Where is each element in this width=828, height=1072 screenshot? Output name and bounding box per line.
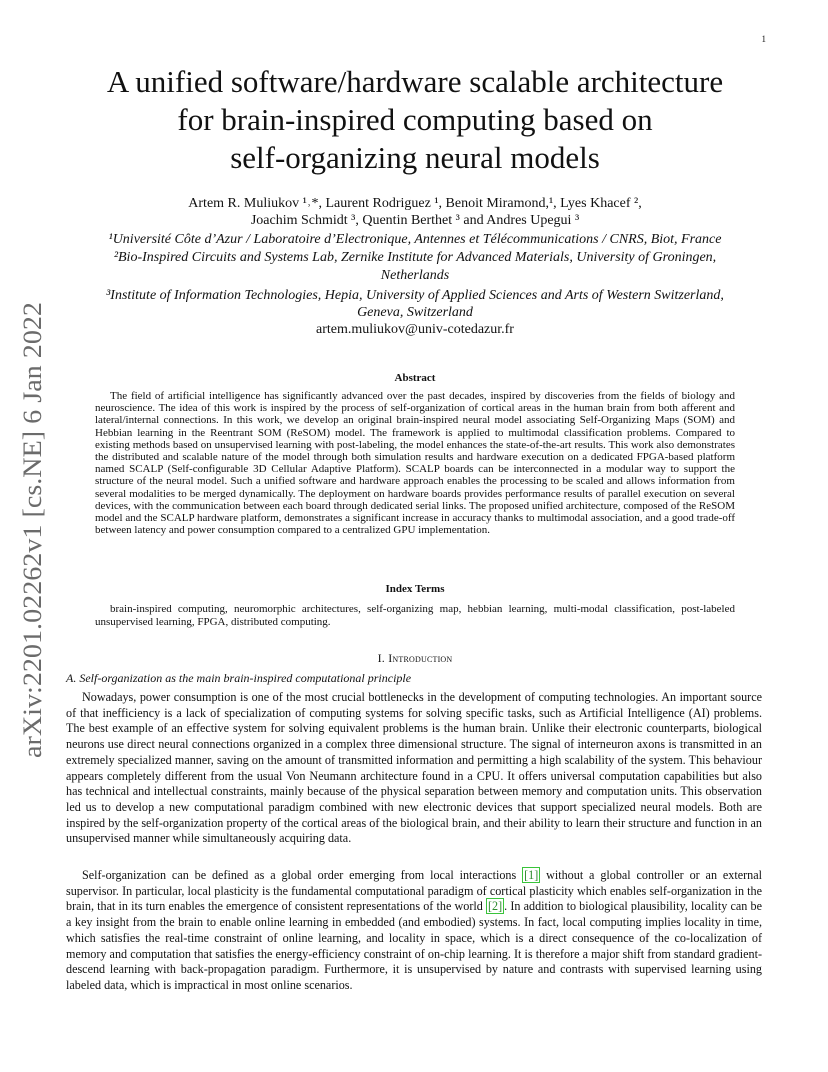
index-terms-text: brain-inspired computing, neuromorphic architectures, self-organizing map, hebbian learning, multi-modal classification, post-labeled unsupervised learning, FPGA, distributed computing. xyxy=(95,603,735,628)
section-title: Introduction xyxy=(388,651,453,665)
index-terms-heading: Index Terms xyxy=(385,583,445,595)
contact-email: artem.muliukov@univ-cotedazur.fr xyxy=(316,322,514,337)
paper-title xyxy=(60,63,770,177)
abstract-text: The field of artificial intelligence has significantly advanced over the past decades, inspired by discoveries from the fields of biology and neuroscience. The idea of this work is inspired by the process of self-organization of cortical areas in the human brain from both afferent and lateral/internal connections. In this work, we develop an original brain-inspired neural model associating Self-Organizing Maps (SOM) and Hebbian learning in the Reentrant SOM (ReSOM) model. The framework is applied to multimodal classification problems. Compared to existing methods based on unsupervised learning with post-labeling, the model enhances the state-of-the-art results. This work also demonstrates the distributed and scalable nature of the model through both simulation results and hardware execution on a dedicated FPGA-based platform named SCALP (Self-configurable 3D Cellular Adaptive Platform). SCALP boards can be interconnected in a modular way to support the structure of the neural model. Such a unified software and hardware approach enables the processing to be scaled and allows information from several modalities to be merged dynamically. The deployment on hardware boards provides performance results of parallel execution on several devices, with the communication between each board through dedicated serial links. The proposed unified architecture, composed of the ReSOM model and the SCALP hardware platform, demonstrates a significant increase in accuracy thanks to multimodal association, and a good trade-off between latency and power consumption compared to a centralized GPU implementation. xyxy=(95,390,735,537)
affiliation-1: ¹Université Côte d’Azur / Laboratoire d’Electronique, Antennes et Télécommunications / CNRS, Biot, France xyxy=(108,232,722,247)
title-line-3: self-organizing neural models xyxy=(230,140,600,175)
affiliation-2-cont: Netherlands xyxy=(380,268,450,283)
affiliation-2: ²Bio-Inspired Circuits and Systems Lab, Zernike Institute for Advanced Materials, University of Groningen, xyxy=(113,250,717,265)
authors-line-2: Joachim Schmidt ³, Quentin Berthet ³ and Andres Upegui ³ xyxy=(250,213,580,228)
page-number: 1 xyxy=(761,34,766,44)
paragraph-2-text-c: . In addition to biological plausibility, locality can be a key insight from the brain to enable online learning in embedded (and embodied) systems. In fact, local computing implies locality in time, which satisfies the real-time constraint of online learning, and locality in space, which is a direct consequence of the co-localization of memory and computation that satisfies the energy-efficiency constraint of on-chip learning. It is therefore a major shift from standard gradient-descend learning with back-propagation paradigm. Furthermore, it is unsupervised by nature and contrasts with supervised learning using labeled data, which is impractical in most online scenarios. xyxy=(66,899,762,992)
section-heading xyxy=(60,651,770,666)
paragraph-2-text-b: without a global controller or an external supervisor. In particular, local plasticity is the fundamental computational paradigm of cortical plasticity which enables self-organization in the brain, that in its turn enables the emergence of consistent representations of the world xyxy=(66,868,762,914)
affiliation-3-cont: Geneva, Switzerland xyxy=(357,305,473,320)
citation-link-2[interactable]: [2] xyxy=(487,899,503,914)
subsection-heading: A. Self-organization as the main brain-inspired computational principle xyxy=(66,671,412,685)
affiliation-3: ³Institute of Information Technologies, Hepia, University of Applied Sciences and Arts of Western Switzerland, xyxy=(106,288,724,303)
citation-link-1[interactable]: [1] xyxy=(524,868,539,882)
section-number: I. xyxy=(377,651,386,665)
arxiv-identifier-text: arXiv:2201.02262v1 [cs.NE] 6 Jan 2022 xyxy=(17,328,47,758)
title-line-1: A unified software/hardware scalable architecture xyxy=(106,64,724,99)
intro-paragraph-2 xyxy=(66,868,762,994)
authors-line-1: Artem R. Muliukov ¹˒*, Laurent Rodriguez ¹, Benoit Miramond,¹, Lyes Khacef ², xyxy=(188,196,642,211)
arxiv-identifier xyxy=(4,300,52,760)
title-line-2: for brain-inspired computing based on xyxy=(177,102,653,137)
abstract-heading: Abstract xyxy=(394,372,436,384)
intro-paragraph-1: Nowadays, power consumption is one of the most crucial bottlenecks in the development of computing technologies. An important source of that inefficiency is a lack of specialization of computing systems for solving specific tasks, such as Artificial Intelligence (AI) problems. The best example of an effective system for solving equivalent problems is the human brain. Unlike their electronic counterparts, biological neurons use direct neural connections organized in a complex three dimensional structure. The signal of interneuron axons is transmitted in an extremely specialized manner, saving on the amount of transmitted information and permitting a high scalability of the system. This behaviour appears completely different from the usual Von Neumann architecture found in a CPU. It offers universal computation capabilities but also has technical and intellectual constraints, mainly because of the physical separation between memory and computation units. This observation led us to develop a new computational paradigm combined with new electronic devices that support specialized neural models. Both are inspired by the self-organization property of the cortical areas of the biological brain, and their ability to learn their structure and function in an unsupervised manner while simultaneously acquiring data. xyxy=(66,690,762,846)
paragraph-2-text-a: Self-organization can be defined as a global order emerging from local interactions xyxy=(82,868,523,882)
